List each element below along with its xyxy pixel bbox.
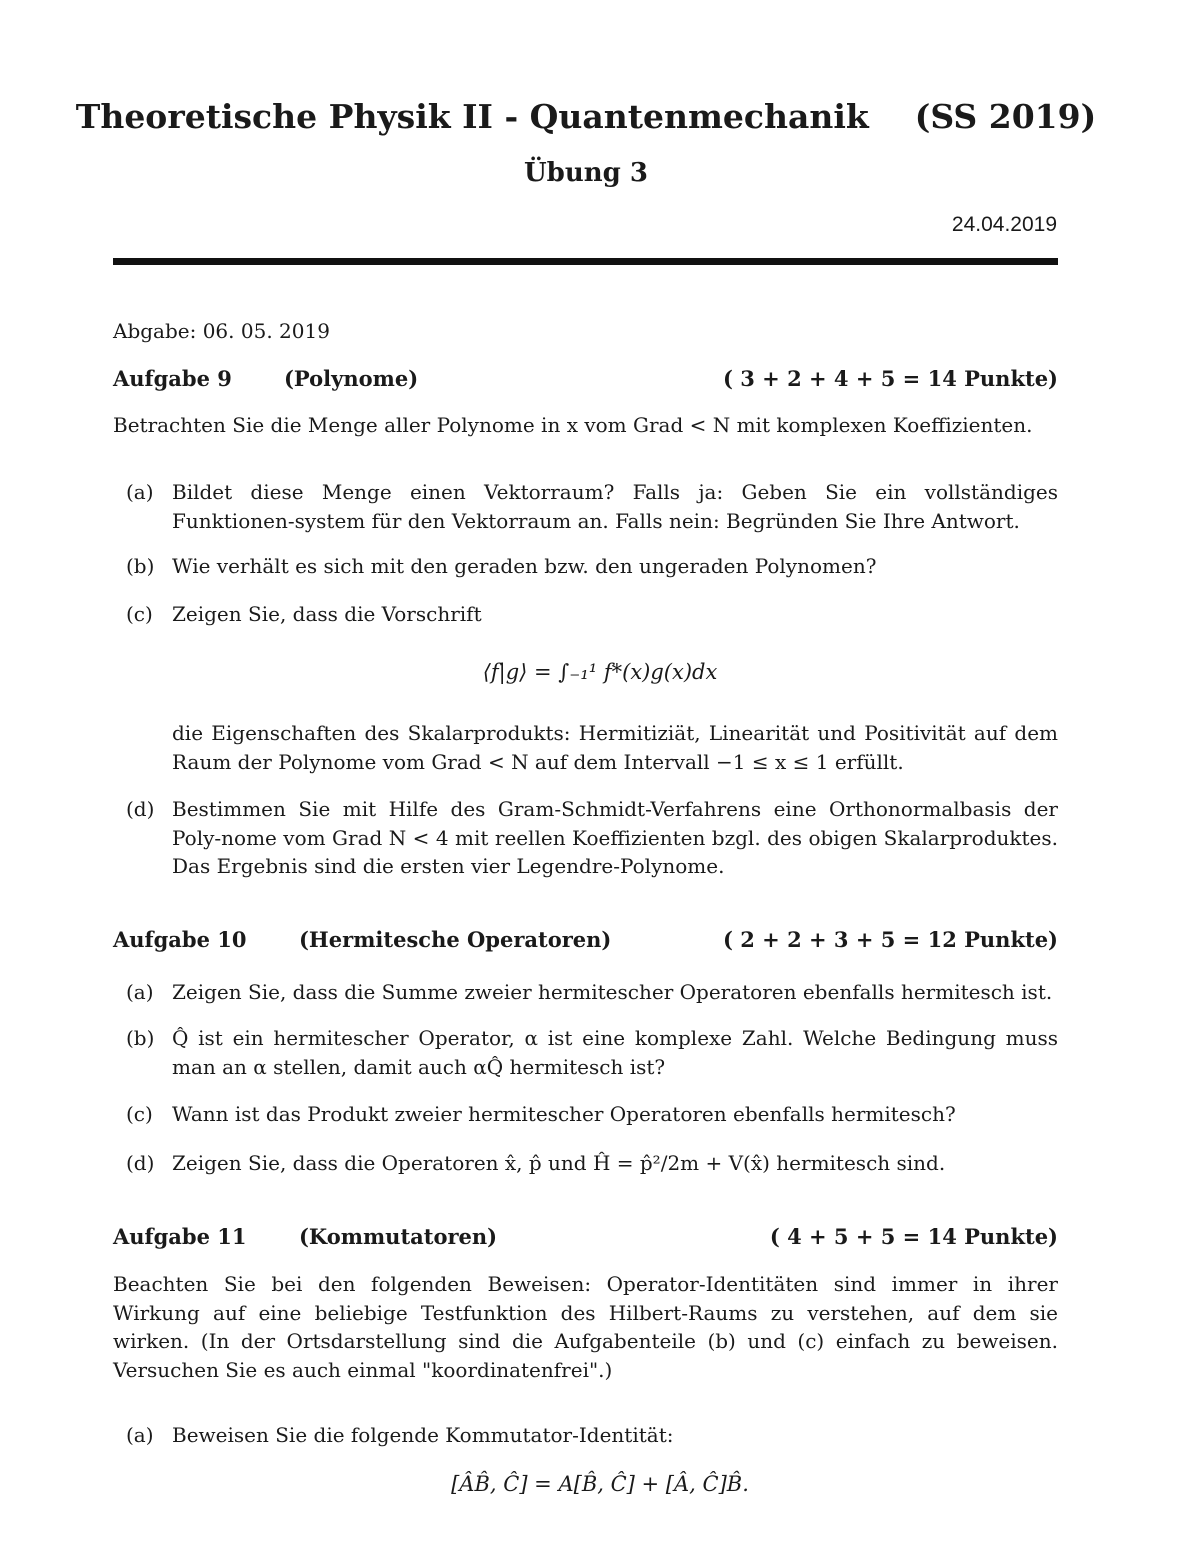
- commutator-identity-formula: [ÂB̂, Ĉ] = A[B̂, Ĉ] + [Â, Ĉ]B̂.: [451, 1472, 749, 1496]
- task-9-points: ( 3 + 2 + 4 + 5 = 14 Punkte): [723, 366, 1058, 391]
- item-text: Wie verhält es sich mit den geraden bzw. den ungeraden Polynomen?: [172, 554, 877, 578]
- item-text: die Eigenschaften des Skalarprodukts: Hermitiziät, Linearität und Positivität auf dem Raum der Polynome vom Grad < N auf dem Intervall −1 ≤ x ≤ 1 erfüllt.: [172, 721, 1058, 774]
- item-tag: (a): [126, 480, 154, 504]
- item-text: Bildet diese Menge einen Vektorraum? Falls ja: Geben Sie ein vollständiges Funktionen-system für den Vektorraum an. Falls nein: Begründen Sie Ihre Antwort.: [172, 480, 1058, 533]
- task-11-topic: (Kommutatoren): [299, 1224, 498, 1249]
- task-10-label: Aufgabe 10: [113, 927, 247, 952]
- task-11-heading: [113, 1224, 1058, 1254]
- item-text: Bestimmen Sie mit Hilfe des Gram-Schmidt-Verfahrens eine Orthonormalbasis der Poly-nome vom Grad N < 4 mit reellen Koeffizienten bzgl. des obigen Skalarproduktes. Das Ergebnis sind die ersten vier Legendre-Polynome.: [172, 797, 1058, 878]
- task-10-heading: [113, 927, 1058, 957]
- item-tag: (b): [126, 1026, 155, 1050]
- item-tag: (d): [126, 797, 155, 821]
- task-9-label: Aufgabe 9: [113, 366, 232, 391]
- header-rule: [113, 258, 1058, 265]
- item-text: Wann ist das Produkt zweier hermitescher Operatoren ebenfalls hermitesch?: [172, 1102, 956, 1126]
- item-text: Beweisen Sie die folgende Kommutator-Identität:: [172, 1423, 674, 1447]
- task-11-intro: Beachten Sie bei den folgenden Beweisen: Operator-Identitäten sind immer in ihrer Wirkung auf eine beliebige Testfunktion des Hilbert-Raums zu verstehen, auf dem sie wirken. (In der Ortsdarstellung sind die Aufgabenteile (b) und (c) einfach zu beweisen. Versuchen Sie es auch einmal "koordinatenfrei".): [113, 1272, 1058, 1382]
- item-tag: (a): [126, 1423, 154, 1447]
- task-10-points: ( 2 + 2 + 3 + 5 = 12 Punkte): [723, 927, 1058, 952]
- task-11-label: Aufgabe 11: [113, 1224, 247, 1249]
- submission-deadline: Abgabe: 06. 05. 2019: [113, 319, 330, 343]
- task-9-heading: [113, 366, 1058, 396]
- task-9-intro: Betrachten Sie die Menge aller Polynome in x vom Grad < N mit komplexen Koeffizienten.: [113, 413, 1033, 437]
- sheet-title: Theoretische Physik II - Quantenmechanik (SS 2019): [75, 97, 1097, 136]
- item-text: Zeigen Sie, dass die Operatoren x̂, p̂ und Ĥ = p̂²/2m + V(x̂) hermitesch sind.: [172, 1151, 946, 1175]
- item-tag: (d): [126, 1151, 155, 1175]
- task-11-points: ( 4 + 5 + 5 = 14 Punkte): [769, 1224, 1058, 1249]
- item-tag: (a): [126, 980, 154, 1004]
- item-tag: (b): [126, 554, 155, 578]
- item-text: Q̂ ist ein hermitescher Operator, α ist eine komplexe Zahl. Welche Bedingung muss man an α stellen, damit auch αQ̂ hermitesch ist?: [172, 1026, 1058, 1079]
- sheet-date: 24.04.2019: [951, 213, 1057, 236]
- task-10-topic: (Hermitesche Operatoren): [299, 927, 612, 952]
- sheet-subtitle: Übung 3: [524, 158, 648, 188]
- item-tag: (c): [126, 1102, 153, 1126]
- task-9-topic: (Polynome): [284, 366, 419, 391]
- item-text: Zeigen Sie, dass die Vorschrift: [172, 602, 482, 626]
- item-tag: (c): [126, 602, 153, 626]
- inner-product-formula: ⟨f|g⟩ = ∫₋₁¹ f*(x)g(x)dx: [482, 660, 718, 684]
- item-text: Zeigen Sie, dass die Summe zweier hermitescher Operatoren ebenfalls hermitesch ist.: [172, 980, 1053, 1004]
